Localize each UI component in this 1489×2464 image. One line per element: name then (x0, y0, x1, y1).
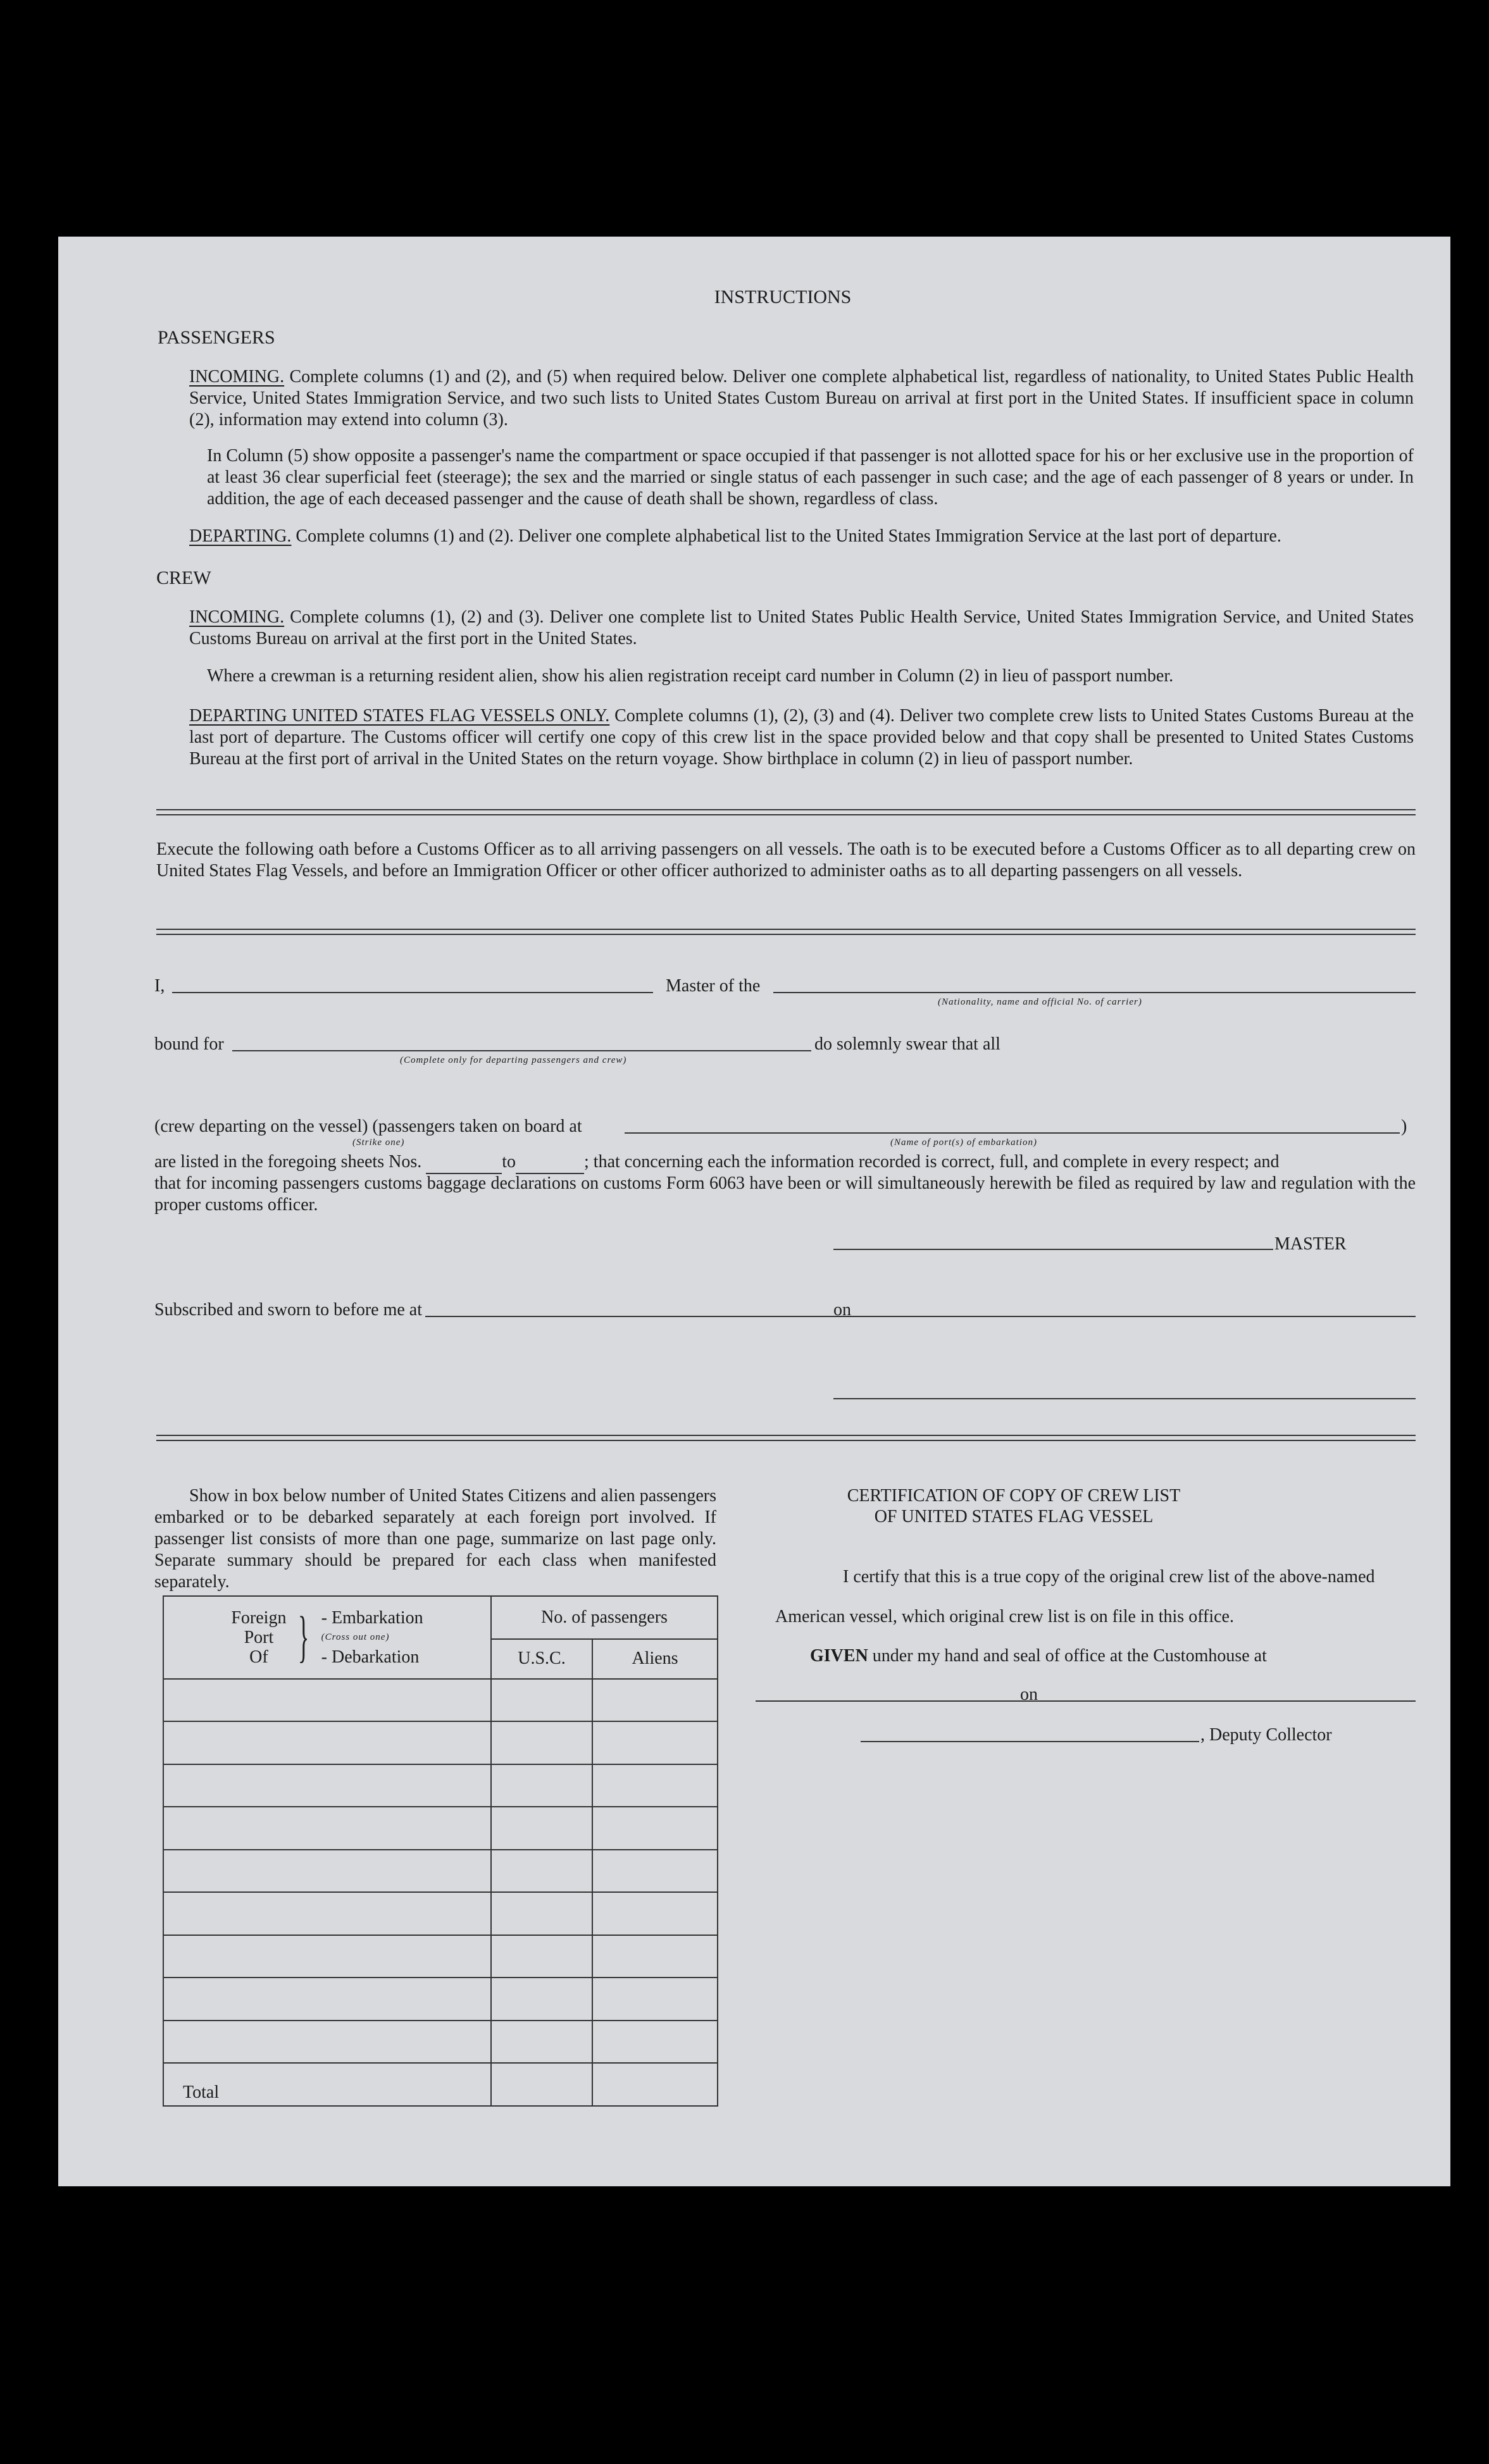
subscribed-label: Subscribed and sworn to before me at (154, 1300, 422, 1320)
usc-cell[interactable] (491, 1807, 592, 1850)
subscribed-date-field[interactable] (854, 1316, 1416, 1317)
divider (156, 809, 1416, 815)
passengers-incoming-label: INCOMING. (189, 367, 285, 387)
passengers-departing-label: DEPARTING. (189, 526, 292, 546)
embarkation-caption: (Name of port(s) of embarkation) (890, 1137, 1037, 1148)
bound-for-label: bound for (154, 1034, 224, 1054)
aliens-cell[interactable] (592, 1721, 718, 1764)
port-cell[interactable] (163, 1850, 491, 1893)
usc-cell[interactable] (491, 1978, 592, 2021)
carrier-caption: (Nationality, name and official No. of carrier) (938, 997, 1142, 1007)
embarkation-label: - Embarkation (321, 1607, 423, 1628)
master-signature-field[interactable] (833, 1249, 1273, 1250)
certification-title-line2: OF UNITED STATES FLAG VESSEL (874, 1507, 1154, 1526)
crew-heading: CREW (156, 567, 211, 588)
master-name-field[interactable] (172, 992, 653, 993)
usc-cell[interactable] (491, 1679, 592, 1722)
certification-title-line1: CERTIFICATION OF COPY OF CREW LIST (847, 1486, 1181, 1506)
listed-text-a: are listed in the foregoing sheets Nos. (154, 1152, 422, 1172)
bound-for-field[interactable] (232, 1050, 811, 1051)
passengers-departing-paragraph (189, 526, 1417, 547)
bound-for-caption: (Complete only for departing passengers and crew) (400, 1055, 627, 1065)
subscribed-place-field[interactable] (425, 1316, 897, 1317)
divider (156, 929, 1416, 935)
aliens-cell[interactable] (592, 1892, 718, 1935)
form-page (58, 237, 1450, 2186)
swear-text: do solemnly swear that all (814, 1034, 1000, 1054)
deputy-signature-field[interactable] (861, 1741, 1199, 1742)
certify-text: I certify that this is a true copy of the original crew list of the above-named (843, 1567, 1375, 1587)
listed-continuation: that for incoming passengers customs baggage declarations on customs Form 6063 have been or will simultaneously herewith be filed as required by law and regulation with the proper customs officer. (154, 1173, 1416, 1215)
passengers-departing-text: Complete columns (1) and (2). Deliver one complete alphabetical list to the United States Immigration Service at the last port of departure. (296, 526, 1281, 546)
passenger-summary-table (163, 1595, 718, 2107)
port-cell[interactable] (163, 1935, 491, 1978)
strike-one-caption: (Strike one) (352, 1137, 405, 1148)
divider (156, 1435, 1416, 1441)
aliens-cell[interactable] (592, 2021, 718, 2064)
officer-signature-field[interactable] (833, 1398, 1416, 1399)
aliens-cell[interactable] (592, 1850, 718, 1893)
summary-intro: Show in box below number of United States Citizens and alien passengers embarked or to be debarked separately at each foreign port involved. If passenger list consists of more than one page, summarize on last page only. Separate summary should be prepared for each class when manifested separately. (154, 1486, 716, 1592)
passengers-column5-paragraph: In Column (5) show opposite a passenger's name the compartment or space occupied if that passenger is not allotted space for his or her exclusive use in the proportion of at least 36 clear superficial feet (steerage); the sex and the married or single status of each passenger in such case; and the age of each passenger of 8 years or under. In addition, the age of each deceased passenger and the cause of death shall be shown, regardless of class. (207, 446, 1414, 509)
oath-intro: Execute the following oath before a Customs Officer as to all arriving passengers on all vessels. The oath is to be executed before a Customs Officer as to all departing crew on United States Flag Vessels, and before an Immigration Officer or other officer authorized to administer oaths as to all departing passengers on all vessels. (156, 839, 1416, 881)
oath-i-label: I, (154, 976, 165, 996)
crew-incoming-paragraph (189, 607, 1414, 650)
crew-departing-paragraph (189, 705, 1414, 770)
usc-header: U.S.C. (491, 1639, 592, 1679)
sheet-to-field[interactable] (516, 1151, 584, 1174)
master-of-label: Master of the (666, 976, 761, 996)
total-label: Total (163, 2063, 491, 2106)
certification-date-field[interactable] (1040, 1700, 1416, 1702)
port-label: Port (244, 1627, 274, 1647)
crew-departing-label: DEPARTING UNITED STATES FLAG VESSELS ONLY. (189, 706, 610, 726)
debarkation-label: - Debarkation (321, 1647, 420, 1667)
aliens-cell[interactable] (592, 1978, 718, 2021)
aliens-cell[interactable] (592, 1679, 718, 1722)
given-word: GIVEN (810, 1646, 868, 1666)
close-paren: ) (1401, 1117, 1407, 1136)
passengers-heading: PASSENGERS (158, 327, 275, 348)
passengers-incoming-paragraph (189, 366, 1414, 431)
carrier-field[interactable] (773, 992, 1416, 993)
subscribed-on-label: on (833, 1300, 851, 1320)
crew-departing-text: (crew departing on the vessel) (passengers taken on board at (154, 1117, 582, 1136)
listed-to: to (502, 1152, 516, 1172)
port-cell[interactable] (163, 1721, 491, 1764)
aliens-total-cell[interactable] (592, 2063, 718, 2106)
sheet-from-field[interactable] (426, 1151, 502, 1174)
usc-cell[interactable] (491, 1721, 592, 1764)
deputy-collector-label: , Deputy Collector (1200, 1725, 1332, 1745)
crew-incoming-label: INCOMING. (189, 607, 285, 627)
aliens-header: Aliens (592, 1639, 718, 1679)
usc-cell[interactable] (491, 1892, 592, 1935)
usc-cell[interactable] (491, 1764, 592, 1807)
embarkation-port-field[interactable] (625, 1132, 1400, 1134)
port-cell[interactable] (163, 1764, 491, 1807)
port-cell[interactable] (163, 1978, 491, 2021)
port-cell[interactable] (163, 1679, 491, 1722)
of-label: Of (249, 1647, 268, 1667)
no-passengers-header: No. of passengers (491, 1596, 718, 1639)
cross-out-caption: (Cross out one) (321, 1631, 390, 1642)
foreign-label: Foreign (231, 1607, 287, 1628)
given-text: under my hand and seal of office at the Customhouse at (872, 1646, 1267, 1666)
american-vessel-text: American vessel, which original crew list is on file in this office. (775, 1607, 1234, 1626)
passengers-incoming-text: Complete columns (1) and (2), and (5) when required below. Deliver one complete alphabetical list, regardless of nationality, to United States Public Health Service, United States Immigration Service, and two such lists to United States Custom Bureau on arrival at first port in the United States. If insufficient space in column (2), information may extend into column (3). (189, 367, 1414, 430)
listed-text-b: ; that concerning each the information recorded is correct, full, and complete in every respect; and (584, 1152, 1280, 1172)
aliens-cell[interactable] (592, 1807, 718, 1850)
certification-on-label: on (1020, 1685, 1038, 1704)
port-header-cell (163, 1596, 491, 1679)
listed-line (154, 1151, 1280, 1174)
port-cell[interactable] (163, 1807, 491, 1850)
aliens-cell[interactable] (592, 1935, 718, 1978)
port-cell[interactable] (163, 2021, 491, 2064)
master-label: MASTER (1274, 1234, 1347, 1254)
instructions-title: INSTRUCTIONS (714, 287, 852, 307)
port-cell[interactable] (163, 1892, 491, 1935)
usc-total-cell[interactable] (491, 2063, 592, 2106)
crew-departing-text: Complete columns (1), (2), (3) and (4). Deliver two complete crew lists to United States Customs Bureau at the last port of departure. The Customs officer will certify one copy of this crew list in the space provided below and that copy shall be presented to United States Customs Bureau at the first port of arrival in the United States on the return voyage. Show birthplace in column (2) in lieu of passport number. (189, 706, 1414, 769)
given-line (810, 1645, 1267, 1667)
usc-cell[interactable] (491, 1935, 592, 1978)
aliens-cell[interactable] (592, 1764, 718, 1807)
usc-cell[interactable] (491, 1850, 592, 1893)
crew-incoming-text: Complete columns (1), (2) and (3). Deliver one complete list to United States Public Health Service, United States Immigration Service, and United States Customs Bureau on arrival at the first port in the United States. (189, 607, 1414, 648)
crew-resident-paragraph: Where a crewman is a returning resident alien, show his alien registration receipt card number in Column (2) in lieu of passport number. (207, 666, 1174, 686)
certification-title (811, 1485, 1216, 1527)
brace-icon: } (298, 1606, 309, 1669)
usc-cell[interactable] (491, 2021, 592, 2064)
